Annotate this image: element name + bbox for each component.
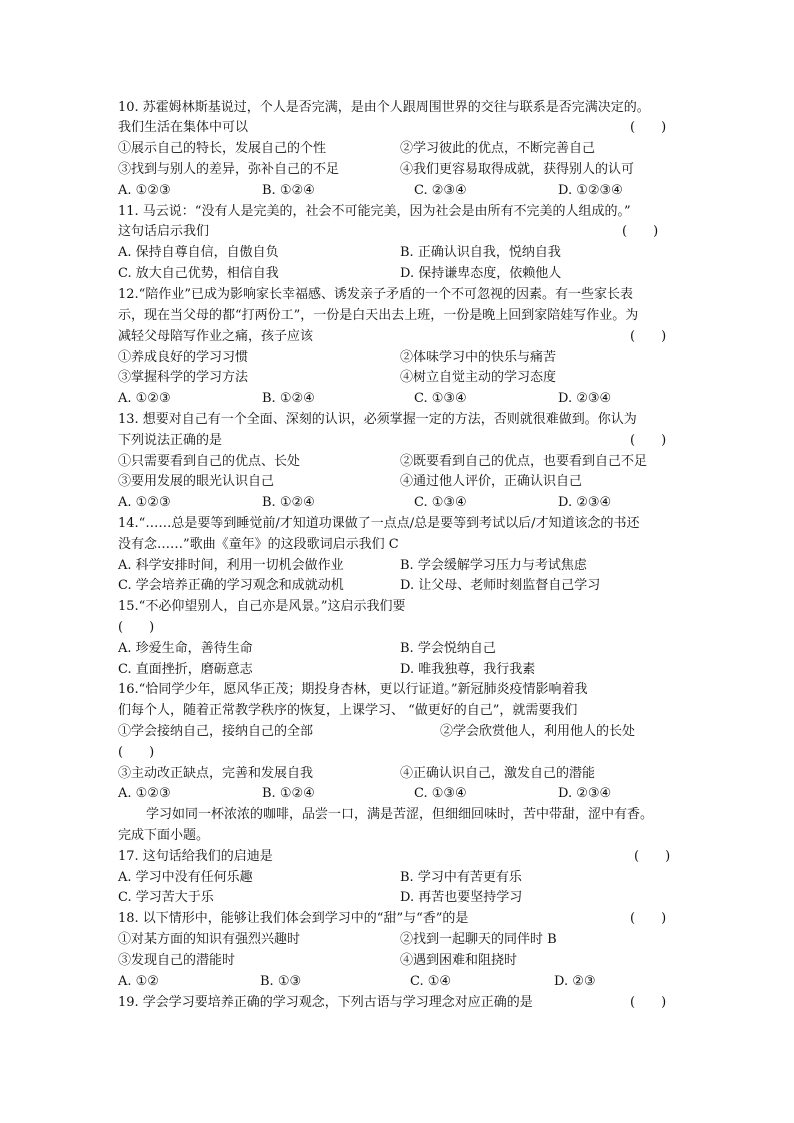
q16-stem-line1: 16.“恰同学少年，愿风华正茂；期投身杏林，更以行证道。”新冠肺炎疫情影响着我 — [118, 682, 588, 697]
q10-option-1: ①展示自己的特长，发展自己的个性 — [118, 141, 327, 156]
q10-stem-line2: 我们生活在集体中可以 — [118, 120, 249, 135]
q13-choice-d: D. ②③④ — [558, 495, 612, 510]
q10-stem-line1: 10. 苏霍姆林斯基说过，个人是否完满，是由个人跟周围世界的交往与联系是否完满决定的。 — [118, 100, 650, 115]
q18-answer-blank: ( ) — [630, 911, 667, 926]
q11-stem-line2: 这句话启示我们 — [118, 224, 210, 239]
q11-choice-d: D. 保持谦卑态度，依赖他人 — [400, 266, 562, 281]
q15-choice-a: A. 珍爱生命，善待生命 — [118, 641, 253, 656]
q12-option-1: ①养成良好的学习习惯 — [118, 350, 249, 365]
q11-choice-b: B. 正确认识自我，悦纳自我 — [400, 245, 561, 260]
q18-choice-b: B. ①③ — [260, 974, 302, 989]
q11-choice-a: A. 保持自尊自信，自傲自负 — [118, 245, 279, 260]
passage-line1: 学习如同一杯浓浓的咖啡，品尝一口，满是苦涩，但细细回味时，苦中带甜，涩中有香。 — [146, 807, 654, 822]
q12-answer-blank: ( ) — [630, 329, 667, 344]
q10-choice-b: B. ①②④ — [262, 183, 315, 198]
q18-choice-c: C. ①④ — [410, 974, 452, 989]
q17-stem-line1: 17. 这句话给我们的启迪是 — [118, 849, 273, 864]
q15-stem-line1: 15.“不必仰望别人，自己亦是风景。”这启示我们要 — [118, 599, 406, 614]
q16-choice-d: D. ②③④ — [558, 786, 612, 801]
q16-option-1: ①学会接纳自己，接纳自己的全部 — [118, 724, 314, 739]
q10-choice-d: D. ①②③④ — [558, 183, 623, 198]
q12-choice-b: B. ①②④ — [262, 391, 315, 406]
q10-answer-blank: ( ) — [630, 120, 667, 135]
q12-stem-line2: 示，现在当父母的都“打两份工”，一份是白天出去上班，一份是晚上回到家陪娃写作业。为 — [118, 308, 639, 323]
q18-option-4: ④遇到困难和阻挠时 — [400, 953, 518, 968]
q17-choice-d: D. 再苦也要坚持学习 — [400, 890, 523, 905]
q12-option-4: ④树立自觉主动的学习态度 — [400, 370, 557, 385]
q11-stem-line1: 11. 马云说：“没有人是完美的，社会不可能完美，因为社会是由所有不完美的人组成的。” — [118, 204, 631, 219]
q10-option-2: ②学习彼此的优点，不断完善自己 — [400, 141, 596, 156]
q19-stem-line1: 19. 学会学习要培养正确的学习观念，下列古语与学习理念对应正确的是 — [118, 995, 533, 1010]
q13-option-1: ①只需要看到自己的优点、长处 — [118, 454, 301, 469]
q18-choice-d: D. ②③ — [554, 974, 596, 989]
q15-choice-d: D. 唯我独尊，我行我素 — [400, 662, 536, 677]
q13-answer-blank: ( ) — [630, 433, 667, 448]
q13-choice-b: B. ①②④ — [262, 495, 315, 510]
q16-choice-b: B. ①②④ — [262, 786, 315, 801]
q12-choice-a: A. ①②③ — [118, 391, 171, 406]
q10-option-3: ③找到与别人的差异，弥补自己的不足 — [118, 162, 340, 177]
q10-choice-a: A. ①②③ — [118, 183, 171, 198]
q16-option-4: ④正确认识自己，激发自己的潜能 — [400, 766, 596, 781]
q14-choice-c: C. 学会培养正确的学习观念和成就动机 — [118, 578, 344, 593]
q17-answer-blank: ( ) — [634, 849, 671, 864]
q17-choice-b: B. 学习中有苦更有乐 — [400, 870, 522, 885]
q14-stem-line1: 14.“……总是要等到睡觉前/才知道功课做了一点点/总是要等到考试以后/才知道该念的书还 — [118, 516, 640, 531]
q16-stem-line2: 们每个人，随着正常教学秩序的恢复，上课学习、 “做更好的自己”，就需要我们 — [118, 703, 578, 718]
q16-option-3: ③主动改正缺点，完善和发展自我 — [118, 766, 314, 781]
q15-choice-b: B. 学会悦纳自己 — [400, 641, 496, 656]
passage-line2: 完成下面小题。 — [118, 828, 210, 843]
q12-option-3: ③掌握科学的学习方法 — [118, 370, 249, 385]
q10-option-4: ④我们更容易取得成就，获得别人的认可 — [400, 162, 635, 177]
q12-option-2: ②体味学习中的快乐与痛苦 — [400, 350, 557, 365]
q13-stem-line2: 下列说法正确的是 — [118, 433, 223, 448]
q19-answer-blank: ( ) — [630, 995, 667, 1010]
q18-option-3: ③发现自己的潜能时 — [118, 953, 236, 968]
q14-choice-d: D. 让父母、老师时刻监督自己学习 — [400, 578, 601, 593]
q13-option-2: ②既要看到自己的优点，也要看到自己不足 — [400, 454, 648, 469]
q11-answer-blank: ( ) — [622, 224, 659, 239]
q18-option-1: ①对某方面的知识有强烈兴趣时 — [118, 932, 301, 947]
q12-stem-line3: 减轻父母陪写作业之痛，孩子应该 — [118, 329, 314, 344]
q13-choice-c: C. ①③④ — [414, 495, 467, 510]
q18-choice-a: A. ①② — [118, 974, 159, 989]
q16-choice-c: C. ①③④ — [414, 786, 467, 801]
q16-option-2: ②学会欣赏他人，利用他人的长处 — [440, 724, 636, 739]
q10-choice-c: C. ②③④ — [414, 183, 467, 198]
q13-stem-line1: 13. 想要对自己有一个全面、深刻的认识，必须掌握一定的方法，否则就很难做到。你认为 — [118, 412, 637, 427]
q15-choice-c: C. 直面挫折，磨砺意志 — [118, 662, 253, 677]
q13-choice-a: A. ①②③ — [118, 495, 171, 510]
q16-choice-a: A. ①②③ — [118, 786, 171, 801]
q13-option-4: ④通过他人评价，正确认识自己 — [400, 474, 583, 489]
q16-answer-blank: ( ) — [118, 745, 155, 760]
q12-choice-c: C. ①③④ — [414, 391, 467, 406]
q14-stem-line2: 没有念……”歌曲《童年》的这段歌词启示我们 C — [118, 537, 399, 552]
q18-stem-line1: 18. 以下情形中，能够让我们体会到学习中的“甜”与“香”的是 — [118, 911, 469, 926]
q18-option-2: ②找到一起聊天的同伴时 B — [400, 932, 557, 947]
q14-choice-a: A. 科学安排时间，利用一切机会做作业 — [118, 558, 344, 573]
q17-choice-a: A. 学习中没有任何乐趣 — [118, 870, 253, 885]
q15-answer-blank: ( ) — [118, 620, 155, 635]
q12-stem-line1: 12.“陪作业”已成为影响家长幸福感、诱发亲子矛盾的一个不可忽视的因素。有一些家长表 — [118, 287, 633, 302]
q13-option-3: ③要用发展的眼光认识自己 — [118, 474, 275, 489]
q14-choice-b: B. 学会缓解学习压力与考试焦虑 — [400, 558, 587, 573]
q11-choice-c: C. 放大自己优势，相信自我 — [118, 266, 279, 281]
q17-choice-c: C. 学习苦大于乐 — [118, 890, 214, 905]
q12-choice-d: D. ②③④ — [558, 391, 612, 406]
